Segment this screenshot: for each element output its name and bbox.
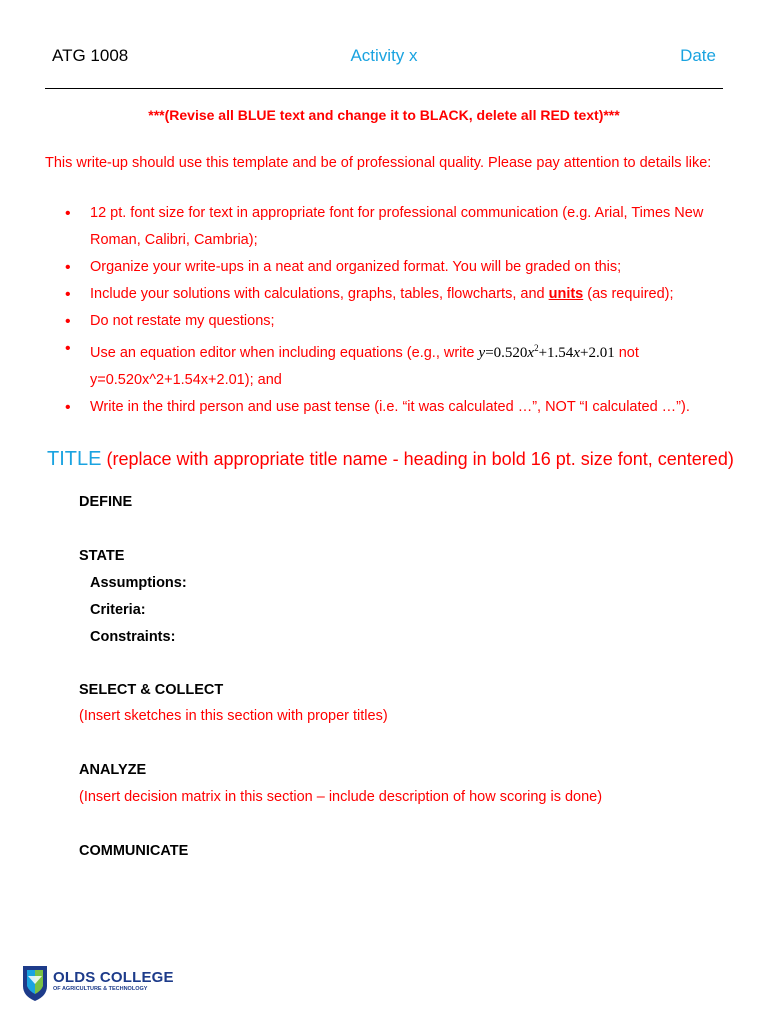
- list-item: • Organize your write-ups in a neat and organized format. You will be graded on this;: [45, 254, 745, 281]
- college-logo: [22, 964, 182, 1004]
- section-define: DEFINE: [79, 494, 133, 510]
- bullet-icon: •: [65, 205, 71, 222]
- list-item: • Include your solutions with calculations, graphs, tables, flowcharts, and units (as required);: [45, 281, 745, 308]
- guideline-list: [45, 200, 745, 421]
- units-emphasis: units: [548, 286, 584, 302]
- bullet-icon: •: [65, 286, 71, 303]
- analyze-note: (Insert decision matrix in this section – include description of how scoring is done): [79, 789, 603, 805]
- section-communicate: COMMUNICATE: [79, 843, 189, 859]
- section-state: STATE: [79, 548, 125, 564]
- title-heading: TITLE (replace with appropriate title name - heading in bold 16 pt. size font, centered): [47, 448, 734, 470]
- select-note: (Insert sketches in this section with proper titles): [79, 708, 388, 724]
- bullet-icon: •: [65, 340, 71, 357]
- activity-label: Activity x: [350, 46, 418, 65]
- logo-name: OLDS COLLEGE: [53, 969, 174, 986]
- constraints-label: Constraints:: [90, 629, 176, 645]
- date-label: Date: [680, 46, 716, 65]
- criteria-label: Criteria:: [90, 602, 146, 618]
- list-item: • Do not restate my questions;: [45, 308, 745, 335]
- bullet-icon: •: [65, 313, 71, 330]
- logo-tagline: OF AGRICULTURE & TECHNOLOGY: [53, 986, 148, 992]
- shield-icon: [22, 964, 48, 1002]
- bullet-icon: •: [65, 399, 71, 416]
- revise-notice: ***(Revise all BLUE text and change it to BLACK, delete all RED text)***: [148, 107, 620, 123]
- bullet-icon: •: [65, 259, 71, 276]
- list-item: • Write in the third person and use past tense (i.e. “it was calculated …”, NOT “I calculated …”).: [45, 394, 745, 421]
- equation-example: $y=0.520x^2+1.54x+2.01$: [478, 343, 615, 361]
- assumptions-label: Assumptions:: [90, 575, 187, 591]
- list-item: • Use an equation editor when including equations (e.g., write $y=0.520x^2+1.54x+2.01$ not y=0.520x^2+1.54x+2.01); and: [45, 335, 745, 394]
- course-code: ATG 1008: [52, 46, 129, 65]
- intro-text: This write-up should use this template and be of professional quality. Please pay attention to details like:: [45, 155, 712, 171]
- section-analyze: ANALYZE: [79, 762, 147, 778]
- list-item: • 12 pt. font size for text in appropriate font for professional communication (e.g. Arial, Times New Roman, Calibri, Cambria);: [45, 200, 745, 254]
- section-select-collect: SELECT & COLLECT: [79, 682, 224, 698]
- header-rule: [45, 88, 723, 89]
